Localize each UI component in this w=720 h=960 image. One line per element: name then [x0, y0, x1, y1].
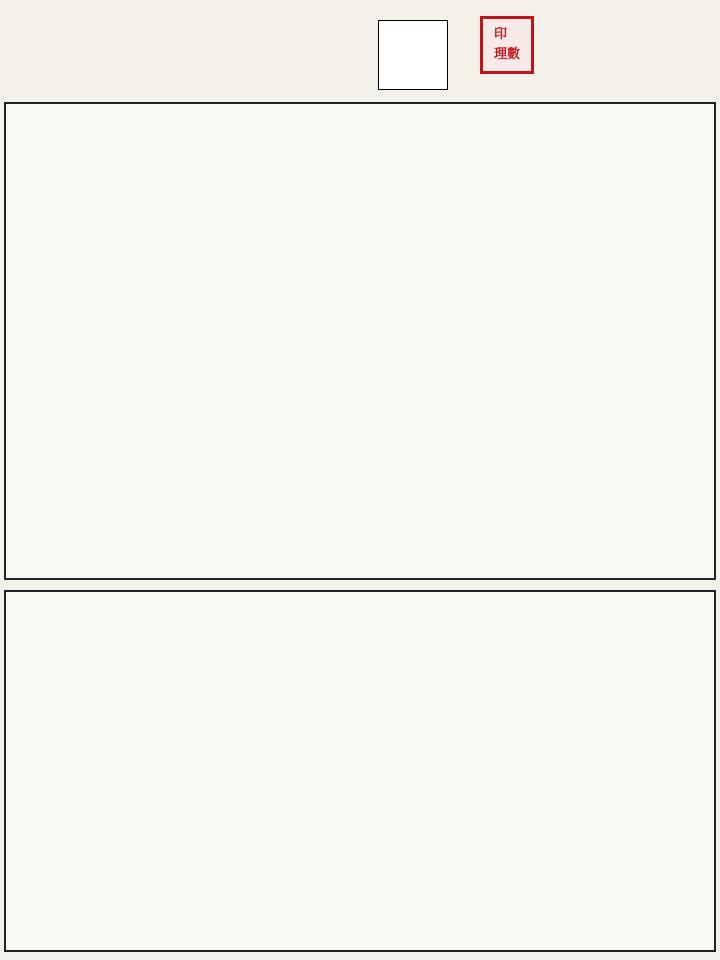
annual-luck-table: [4, 590, 716, 952]
red-seal-stamp-icon: 印 理數: [480, 16, 534, 74]
brand-logo: [536, 12, 716, 76]
qr-code-icon[interactable]: [378, 20, 448, 90]
pillars-grid: [4, 102, 716, 580]
chart-header: [12, 10, 412, 25]
gender-line: [12, 10, 412, 25]
